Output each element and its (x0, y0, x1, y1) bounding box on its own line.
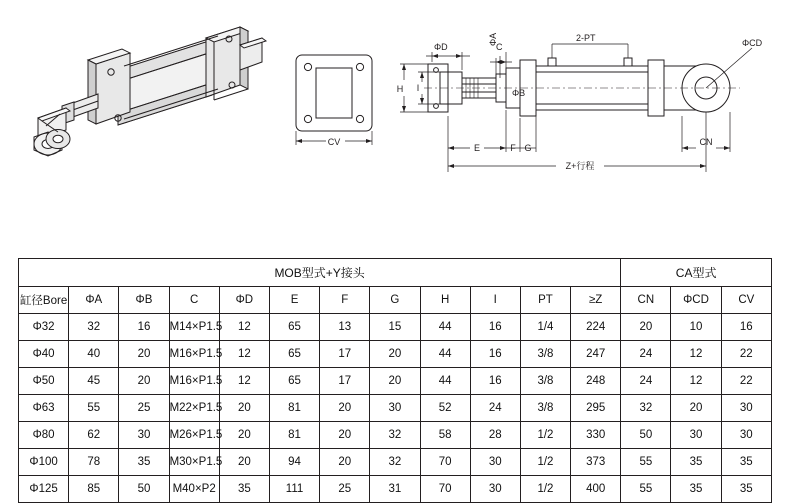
col-header-H: H (420, 287, 470, 314)
cell-I: 16 (470, 368, 520, 395)
cell-PT: 3/8 (520, 368, 570, 395)
col-header-CV: CV (721, 287, 771, 314)
cell-I: 24 (470, 395, 520, 422)
cell-H: 44 (420, 314, 470, 341)
table-row (19, 476, 772, 503)
cell-H: 70 (420, 449, 470, 476)
specification-table (18, 258, 772, 503)
cell-phiD: 12 (219, 341, 269, 368)
cell-phiB: 25 (119, 395, 169, 422)
col-header-PT: PT (520, 287, 570, 314)
cell-phiCD: 12 (671, 341, 721, 368)
cell-phiCD: 35 (671, 476, 721, 503)
col-header-phiD: ΦD (219, 287, 269, 314)
specification-table-container (18, 258, 772, 503)
label-I: I (416, 83, 420, 93)
cell-CN: 24 (621, 368, 671, 395)
cell-F: 17 (320, 368, 370, 395)
cell-phiD: 20 (219, 422, 269, 449)
cell-H: 58 (420, 422, 470, 449)
cell-G: 32 (370, 422, 420, 449)
cell-I: 16 (470, 314, 520, 341)
cell-E: 94 (269, 449, 319, 476)
cell-CN: 50 (621, 422, 671, 449)
cell-phiB: 30 (119, 422, 169, 449)
cell-Z: 330 (571, 422, 621, 449)
col-header-C: C (169, 287, 219, 314)
cell-phiCD: 30 (671, 422, 721, 449)
cell-PT: 3/8 (520, 341, 570, 368)
label-phiB: ΦB (512, 88, 526, 98)
cell-I: 30 (470, 449, 520, 476)
cell-PT: 1/2 (520, 476, 570, 503)
flange-front-view (296, 55, 372, 147)
cell-G: 30 (370, 395, 420, 422)
label-E: E (473, 143, 481, 153)
group-header-ca: CA型式 (621, 259, 772, 287)
cell-CV: 35 (721, 449, 771, 476)
cell-phiD: 20 (219, 395, 269, 422)
cell-phiB: 35 (119, 449, 169, 476)
cell-C: M26×P1.5 (169, 422, 219, 449)
cell-I: 16 (470, 341, 520, 368)
cell-E: 65 (269, 368, 319, 395)
cell-CN: 55 (621, 476, 671, 503)
cell-F: 20 (320, 422, 370, 449)
cell-H: 44 (420, 341, 470, 368)
cell-phiCD: 35 (671, 449, 721, 476)
cell-phiB: 16 (119, 314, 169, 341)
cell-F: 20 (320, 395, 370, 422)
cell-phiCD: 12 (671, 368, 721, 395)
cell-CN: 24 (621, 341, 671, 368)
cell-bore: Φ40 (19, 341, 69, 368)
cell-E: 81 (269, 422, 319, 449)
cell-phiB: 50 (119, 476, 169, 503)
cell-I: 28 (470, 422, 520, 449)
col-header-E: E (269, 287, 319, 314)
cell-CN: 20 (621, 314, 671, 341)
cell-PT: 1/4 (520, 314, 570, 341)
technical-drawing-area (0, 0, 790, 250)
cell-phiD: 12 (219, 314, 269, 341)
label-CV-front: CV (327, 137, 341, 147)
cell-F: 17 (320, 341, 370, 368)
cylinder-drawings-svg (0, 0, 790, 250)
cell-C: M30×P1.5 (169, 449, 219, 476)
cell-phiCD: 10 (671, 314, 721, 341)
label-C: C (496, 42, 503, 52)
cell-CV: 22 (721, 341, 771, 368)
cell-G: 20 (370, 341, 420, 368)
cell-PT: 3/8 (520, 395, 570, 422)
cell-I: 30 (470, 476, 520, 503)
cell-phiB: 20 (119, 368, 169, 395)
table-row (19, 449, 772, 476)
table-row (19, 395, 772, 422)
label-H: H (396, 84, 404, 94)
col-header-phiB: ΦB (119, 287, 169, 314)
table-row (19, 368, 772, 395)
cell-Z: 295 (571, 395, 621, 422)
cell-phiD: 35 (219, 476, 269, 503)
cell-C: M40×P2 (169, 476, 219, 503)
cell-CV: 30 (721, 422, 771, 449)
table-column-header-row (19, 287, 772, 314)
cell-PT: 1/2 (520, 449, 570, 476)
cell-E: 81 (269, 395, 319, 422)
cell-CN: 55 (621, 449, 671, 476)
label-phiCD: ΦCD (742, 38, 763, 48)
col-header-Z: ≥Z (571, 287, 621, 314)
label-G: G (524, 143, 532, 153)
cell-CN: 32 (621, 395, 671, 422)
isometric-cylinder-view (34, 27, 266, 156)
label-CN: CN (699, 137, 713, 147)
cell-phiD: 12 (219, 368, 269, 395)
cell-bore: Φ63 (19, 395, 69, 422)
cell-phiCD: 20 (671, 395, 721, 422)
cell-G: 20 (370, 368, 420, 395)
cell-phiA: 55 (69, 395, 119, 422)
table-body (19, 314, 772, 503)
col-header-phiA: ΦA (69, 287, 119, 314)
cell-C: M16×P1.5 (169, 368, 219, 395)
table-group-header-row (19, 259, 772, 287)
cell-F: 20 (320, 449, 370, 476)
cell-bore: Φ100 (19, 449, 69, 476)
table-row (19, 341, 772, 368)
group-header-mob: MOB型式+Y接头 (19, 259, 621, 287)
cell-F: 25 (320, 476, 370, 503)
label-F: F (510, 143, 516, 153)
cell-phiA: 40 (69, 341, 119, 368)
cell-bore: Φ32 (19, 314, 69, 341)
cell-H: 70 (420, 476, 470, 503)
label-Z-stroke: Z+行程 (565, 161, 595, 171)
cell-E: 65 (269, 341, 319, 368)
cell-Z: 248 (571, 368, 621, 395)
cell-G: 31 (370, 476, 420, 503)
sectional-assembly-view (397, 33, 763, 172)
cell-CV: 30 (721, 395, 771, 422)
cell-phiA: 78 (69, 449, 119, 476)
cell-Z: 400 (571, 476, 621, 503)
cell-E: 111 (269, 476, 319, 503)
cell-F: 13 (320, 314, 370, 341)
cell-CV: 22 (721, 368, 771, 395)
col-header-CN: CN (621, 287, 671, 314)
cell-phiA: 62 (69, 422, 119, 449)
cell-G: 32 (370, 449, 420, 476)
label-phiD: ΦD (434, 42, 448, 52)
cell-bore: Φ125 (19, 476, 69, 503)
col-header-F: F (320, 287, 370, 314)
table-row (19, 314, 772, 341)
cell-C: M22×P1.5 (169, 395, 219, 422)
cell-C: M16×P1.5 (169, 341, 219, 368)
label-2PT: 2-PT (576, 33, 596, 43)
cell-bore: Φ50 (19, 368, 69, 395)
cell-H: 52 (420, 395, 470, 422)
cell-Z: 224 (571, 314, 621, 341)
cell-phiA: 45 (69, 368, 119, 395)
col-header-bore: 缸径Bore (19, 287, 69, 314)
cell-E: 65 (269, 314, 319, 341)
cell-CV: 35 (721, 476, 771, 503)
cell-phiA: 32 (69, 314, 119, 341)
col-header-I: I (470, 287, 520, 314)
cell-CV: 16 (721, 314, 771, 341)
table-row (19, 422, 772, 449)
cell-PT: 1/2 (520, 422, 570, 449)
cell-phiB: 20 (119, 341, 169, 368)
cell-Z: 247 (571, 341, 621, 368)
cell-Z: 373 (571, 449, 621, 476)
cell-bore: Φ80 (19, 422, 69, 449)
cell-H: 44 (420, 368, 470, 395)
cell-G: 15 (370, 314, 420, 341)
col-header-phiCD: ΦCD (671, 287, 721, 314)
cell-C: M14×P1.5 (169, 314, 219, 341)
cell-phiA: 85 (69, 476, 119, 503)
label-phiA: ΦA (488, 32, 498, 46)
col-header-G: G (370, 287, 420, 314)
cell-phiD: 20 (219, 449, 269, 476)
